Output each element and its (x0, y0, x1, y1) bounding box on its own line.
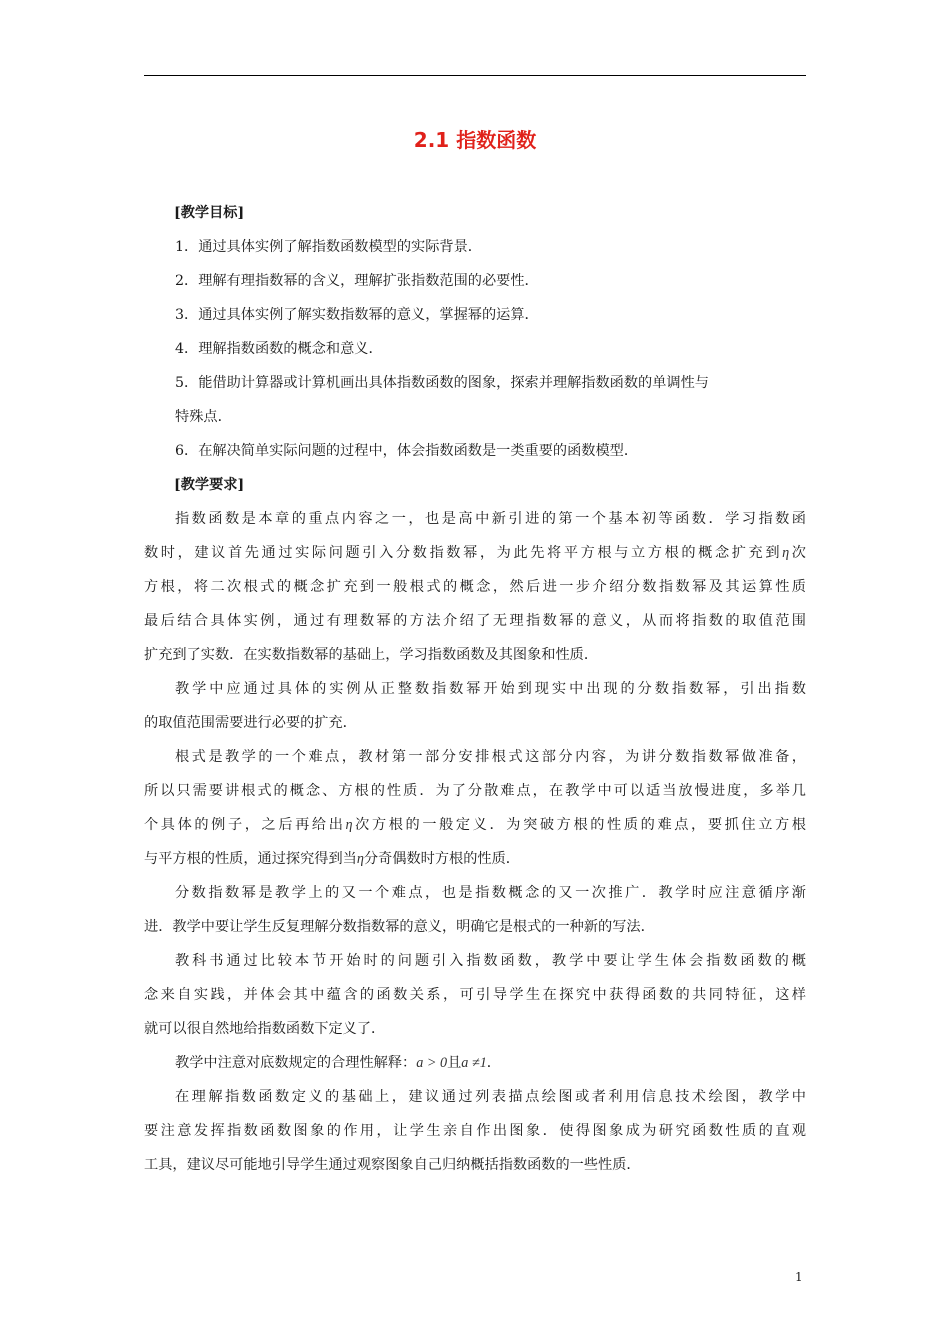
paragraph-line: 分数指数幂是教学上的又一个难点，也是指数概念的又一次推广．教学时应注意循序渐 (175, 885, 806, 901)
paragraph-line (144, 536, 806, 570)
document-body (144, 196, 806, 1182)
objective-item: 5．能借助计算器或计算机画出具体指数函数的图象，探索并理解指数函数的单调性与 (175, 375, 709, 391)
paragraph-2 (144, 672, 806, 740)
paragraph-6 (144, 1046, 806, 1080)
paragraph-7 (144, 1080, 806, 1182)
paragraph-line: 在理解指数函数定义的基础上，建议通过列表描点绘图或者利用信息技术绘图，教学中 (175, 1089, 806, 1105)
variable-n: η (782, 545, 790, 561)
paragraph-line: 所以只需要讲根式的概念、方根的性质．为了分散难点，在教学中可以适当放慢进度，多举几 (144, 783, 806, 799)
text-span: 次 (789, 545, 806, 561)
objective-item: 6．在解决简单实际问题的过程中，体会指数函数是一类重要的函数模型． (175, 443, 639, 459)
page-number: 1 (795, 1270, 803, 1284)
paragraph-line: 要注意发挥指数函数图象的作用，让学生亲自作出图象．使得图象成为研究函数性质的直观 (144, 1123, 806, 1139)
text-span: 分奇偶数时方根的性质． (363, 851, 520, 867)
variable-n: η (345, 817, 353, 833)
math-condition: a ≠1 (461, 1055, 487, 1071)
variable-n: η (356, 851, 364, 867)
objective-item: 2．理解有理指数幂的含义，理解扩张指数范围的必要性． (175, 273, 539, 289)
paragraph-line: 进．教学中要让学生反复理解分数指数幂的意义，明确它是根式的一种新的写法． (144, 919, 655, 935)
paragraph-line: 工具，建议尽可能地引导学生通过观察图象自己归纳概括指数函数的一些性质． (144, 1157, 641, 1173)
text-span: 次方根的一般定义．为突破方根的性质的难点，要抓住立方根 (352, 817, 806, 833)
section-heading-objectives: [教学目标] (174, 205, 245, 221)
paragraph-4 (144, 876, 806, 944)
text-span: 数时，建议首先通过实际问题引入分数指数幂，为此先将平方根与立方根的概念扩充到 (144, 545, 783, 561)
text-span: 且 (447, 1055, 462, 1071)
text-span: 个具体的例子，之后再给出 (144, 817, 346, 833)
paragraph-line: 的取值范围需要进行必要的扩充． (144, 715, 357, 731)
paragraph-line (144, 808, 806, 842)
paragraph-line: 最后结合具体实例，通过有理数幂的方法介绍了无理指数幂的意义，从而将指数的取值范围 (144, 613, 806, 629)
text-span: 与平方根的性质，通过探究得到当 (144, 851, 357, 867)
header-rule (144, 75, 806, 76)
objective-item: 1．通过具体实例了解指数函数模型的实际背景． (175, 239, 482, 255)
paragraph-line: 就可以很自然地给指数函数下定义了． (144, 1021, 386, 1037)
paragraph-line: 扩充到了实数．在实数指数幂的基础上，学习指数函数及其图象和性质． (144, 647, 599, 663)
paragraph-line (144, 1046, 806, 1080)
objective-item: 4．理解指数函数的概念和意义． (175, 341, 383, 357)
math-condition: a > 0 (416, 1055, 448, 1071)
paragraph-line: 指数函数是本章的重点内容之一，也是高中新引进的第一个基本初等函数．学习指数函 (175, 511, 806, 527)
objective-item-continued: 特殊点． (175, 409, 232, 425)
section-heading-requirements: [教学要求] (174, 477, 245, 493)
text-span: ． (486, 1055, 501, 1071)
paragraph-5 (144, 944, 806, 1046)
paragraph-line: 教科书通过比较本节开始时的问题引入指数函数，教学中要让学生体会指数函数的概 (175, 953, 806, 969)
page-title: 2.1 指数函数 (413, 128, 537, 152)
paragraph-line (144, 842, 806, 876)
paragraph-line: 方根，将二次根式的概念扩充到一般根式的概念，然后进一步介绍分数指数幂及其运算性质 (144, 579, 806, 595)
objective-item: 3．通过具体实例了解实数指数幂的意义，掌握幂的运算． (175, 307, 539, 323)
paragraph-3 (144, 740, 806, 876)
text-span: 教学中注意对底数规定的合理性解释： (175, 1055, 417, 1071)
paragraph-1 (144, 502, 806, 672)
paragraph-line: 念来自实践，并体会其中蕴含的函数关系，可引导学生在探究中获得函数的共同特征，这样 (144, 987, 806, 1003)
paragraph-line: 根式是教学的一个难点，教材第一部分安排根式这部分内容，为讲分数指数幂做准备， (175, 749, 806, 765)
paragraph-line: 教学中应通过具体的实例从正整数指数幂开始到现实中出现的分数指数幂，引出指数 (175, 681, 806, 697)
